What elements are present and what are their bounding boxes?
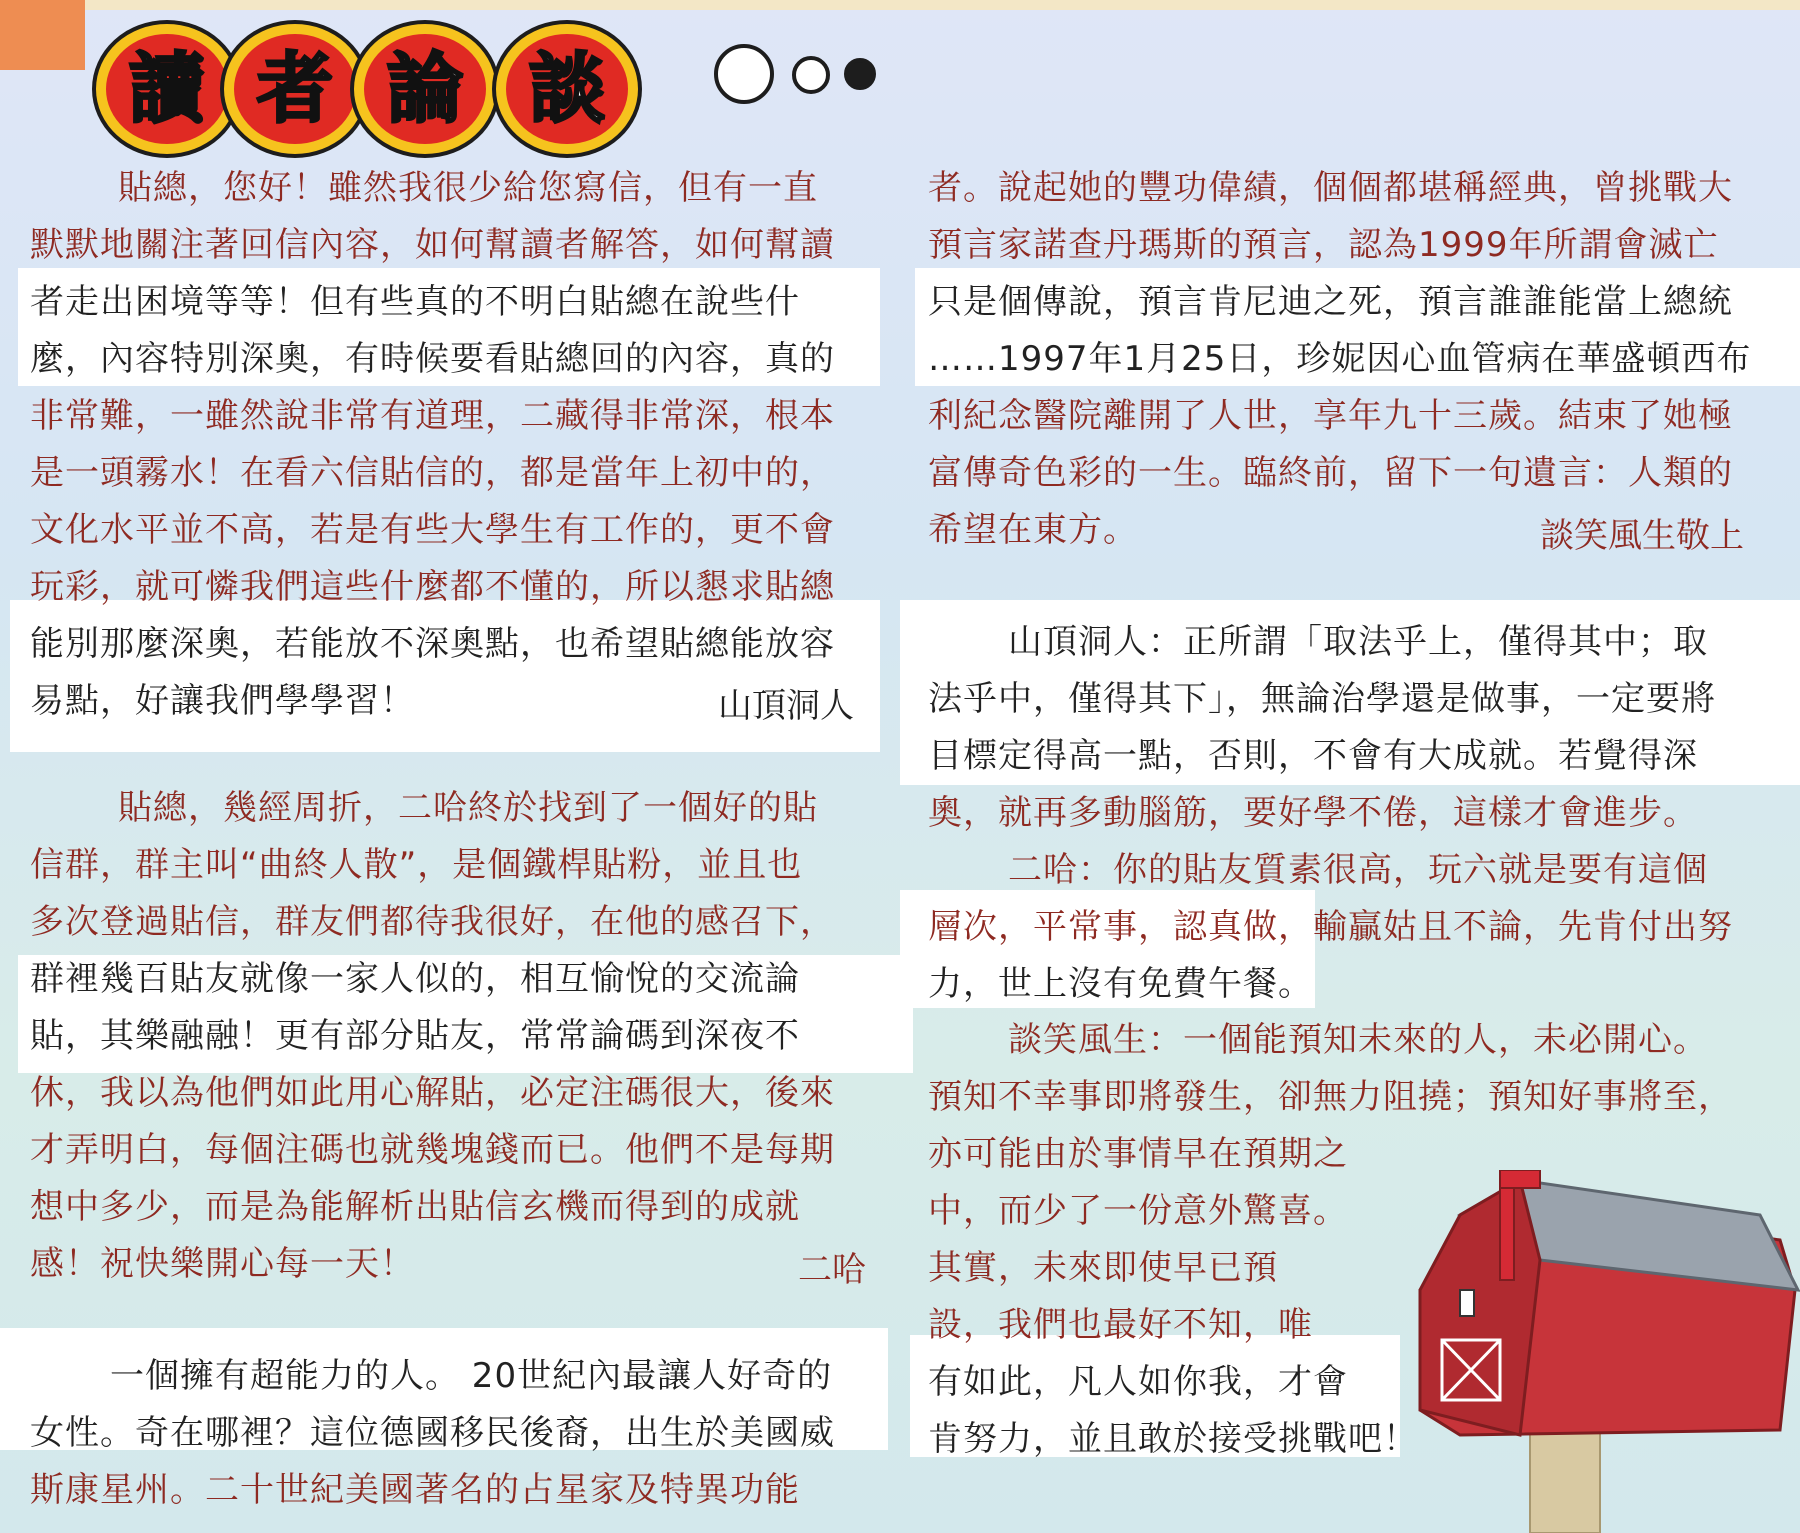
title-badge bbox=[220, 20, 370, 158]
text-line: 二哈：你的貼友質素很高，玩六就是要有這個 bbox=[1008, 850, 1708, 890]
text-line: 多次登過貼信，群友們都待我很好，在他的感召下， bbox=[30, 902, 835, 942]
title-badge bbox=[350, 20, 500, 158]
text-line: 麼，內容特別深奧，有時候要看貼總回的內容，真的 bbox=[30, 339, 835, 379]
text-line: 談笑風生：一個能預知未來的人，未必開心。 bbox=[1008, 1020, 1708, 1060]
text-line: 是一頭霧水！在看六信貼信的，都是當年上初中的， bbox=[30, 453, 835, 493]
text-line: 易點，好讓我們學學習！ bbox=[30, 681, 415, 721]
signature: 二哈 bbox=[798, 1250, 866, 1290]
text-line: 文化水平並不高，若是有些大學生有工作的，更不會 bbox=[30, 510, 835, 550]
text-line: 非常難，一雖然說非常有道理，二藏得非常深，根本 bbox=[30, 396, 835, 436]
letter-tanxiaofengsheng-cont bbox=[928, 160, 1751, 559]
text-line: 肯努力，並且敢於接受挑戰吧！ bbox=[928, 1419, 1418, 1459]
text-line: 能別那麼深奧，若能放不深奧點，也希望貼總能放容 bbox=[30, 624, 835, 664]
text-line: 法乎中，僅得其下」，無論治學還是做事，一定要將 bbox=[928, 679, 1716, 719]
letter-tanxiaofengsheng bbox=[30, 1348, 835, 1519]
text-line: 有如此，凡人如你我，才會 bbox=[928, 1362, 1348, 1402]
text-line: 者走出困境等等！但有些真的不明白貼總在說些什 bbox=[30, 282, 800, 322]
text-line: 奧，就再多動腦筋，要好學不倦，這樣才會進步。 bbox=[928, 793, 1698, 833]
mailbox-illustration bbox=[1400, 1170, 1800, 1533]
title-char: 讀 bbox=[129, 44, 205, 133]
top-decor-strip bbox=[0, 0, 1800, 10]
text-line: 貼，其樂融融！更有部分貼友，常常論碼到深夜不 bbox=[30, 1016, 800, 1056]
text-line: ……1997年1月25日，珍妮因心血管病在華盛頓西布 bbox=[928, 339, 1752, 379]
text-line: 才弄明白，每個注碼也就幾塊錢而已。他們不是每期 bbox=[30, 1130, 835, 1170]
text-line: 山頂洞人：正所謂「取法乎上，僅得其中；取 bbox=[1008, 622, 1708, 662]
large-hollow-dot-icon bbox=[714, 44, 774, 104]
small-hollow-dot-icon bbox=[792, 56, 830, 94]
text-line: 玩彩，就可憐我們這些什麼都不懂的，所以懇求貼總 bbox=[30, 567, 835, 607]
text-line: 默默地關注著回信內容，如何幫讀者解答，如何幫讀 bbox=[30, 225, 835, 265]
text-line: 力，世上沒有免費午餐。 bbox=[928, 964, 1313, 1004]
text-line: 亦可能由於事情早在預期之 bbox=[928, 1134, 1348, 1174]
mailbox-window bbox=[1460, 1290, 1474, 1316]
text-line: 富傳奇色彩的一生。臨終前，留下一句遺言：人類的 bbox=[928, 453, 1733, 493]
text-line: 預知不幸事即將發生，卻無力阻撓；預知好事將至， bbox=[928, 1077, 1733, 1117]
text-line: 一個擁有超能力的人。 20世紀內最讓人好奇的 bbox=[110, 1356, 833, 1396]
text-line: 利紀念醫院離開了人世，享年九十三歲。結束了她極 bbox=[928, 396, 1733, 436]
text-line: 群裡幾百貼友就像一家人似的，相互愉悅的交流論 bbox=[30, 959, 800, 999]
text-line: 感！祝快樂開心每一天！ bbox=[30, 1244, 415, 1284]
signature: 談笑風生敬上 bbox=[1540, 516, 1744, 556]
solid-dot-icon bbox=[844, 58, 876, 90]
text-line: 斯康星州。二十世紀美國著名的占星家及特異功能 bbox=[30, 1470, 800, 1510]
corner-decoration bbox=[0, 0, 85, 70]
reply-erha bbox=[928, 842, 1733, 1013]
text-line: 設，我們也最好不知，唯 bbox=[928, 1305, 1313, 1345]
text-line: 層次，平常事，認真做，輸贏姑且不論，先肯付出努 bbox=[928, 907, 1733, 947]
title-char: 者 bbox=[257, 44, 333, 133]
text-line: 只是個傳說，預言肯尼迪之死，預言誰誰能當上總統 bbox=[928, 282, 1733, 322]
signature: 山頂洞人 bbox=[718, 686, 854, 726]
text-line: 預言家諾查丹瑪斯的預言，認為1999年所謂會滅亡 bbox=[928, 225, 1719, 265]
text-line: 貼總，幾經周折，二哈終於找到了一個好的貼 bbox=[118, 788, 818, 828]
letter-erha bbox=[30, 780, 835, 1293]
text-line: 其實，未來即使早已預 bbox=[928, 1248, 1278, 1288]
text-line: 想中多少，而是為能解析出貼信玄機而得到的成就 bbox=[30, 1187, 800, 1227]
title-char: 談 bbox=[529, 44, 605, 133]
reply-shandingdongren bbox=[928, 614, 1716, 842]
letter-shandingdongren bbox=[30, 160, 835, 730]
text-line: 目標定得高一點，否則，不會有大成就。若覺得深 bbox=[928, 736, 1698, 776]
title-char: 論 bbox=[387, 44, 463, 133]
text-line: 貼總，您好！雖然我很少給您寫信，但有一直 bbox=[118, 168, 818, 208]
text-line: 者。說起她的豐功偉績，個個都堪稱經典，曾挑戰大 bbox=[928, 168, 1733, 208]
text-line: 信群，群主叫“曲終人散”，是個鐵桿貼粉，並且也 bbox=[30, 845, 803, 885]
text-line: 休，我以為他們如此用心解貼，必定注碼很大，後來 bbox=[30, 1073, 835, 1113]
text-line: 希望在東方。 bbox=[928, 510, 1138, 550]
text-line: 中，而少了一份意外驚喜。 bbox=[928, 1191, 1348, 1231]
text-line: 女性。奇在哪裡？這位德國移民後裔，出生於美國威 bbox=[30, 1413, 835, 1453]
title-badge bbox=[492, 20, 642, 158]
